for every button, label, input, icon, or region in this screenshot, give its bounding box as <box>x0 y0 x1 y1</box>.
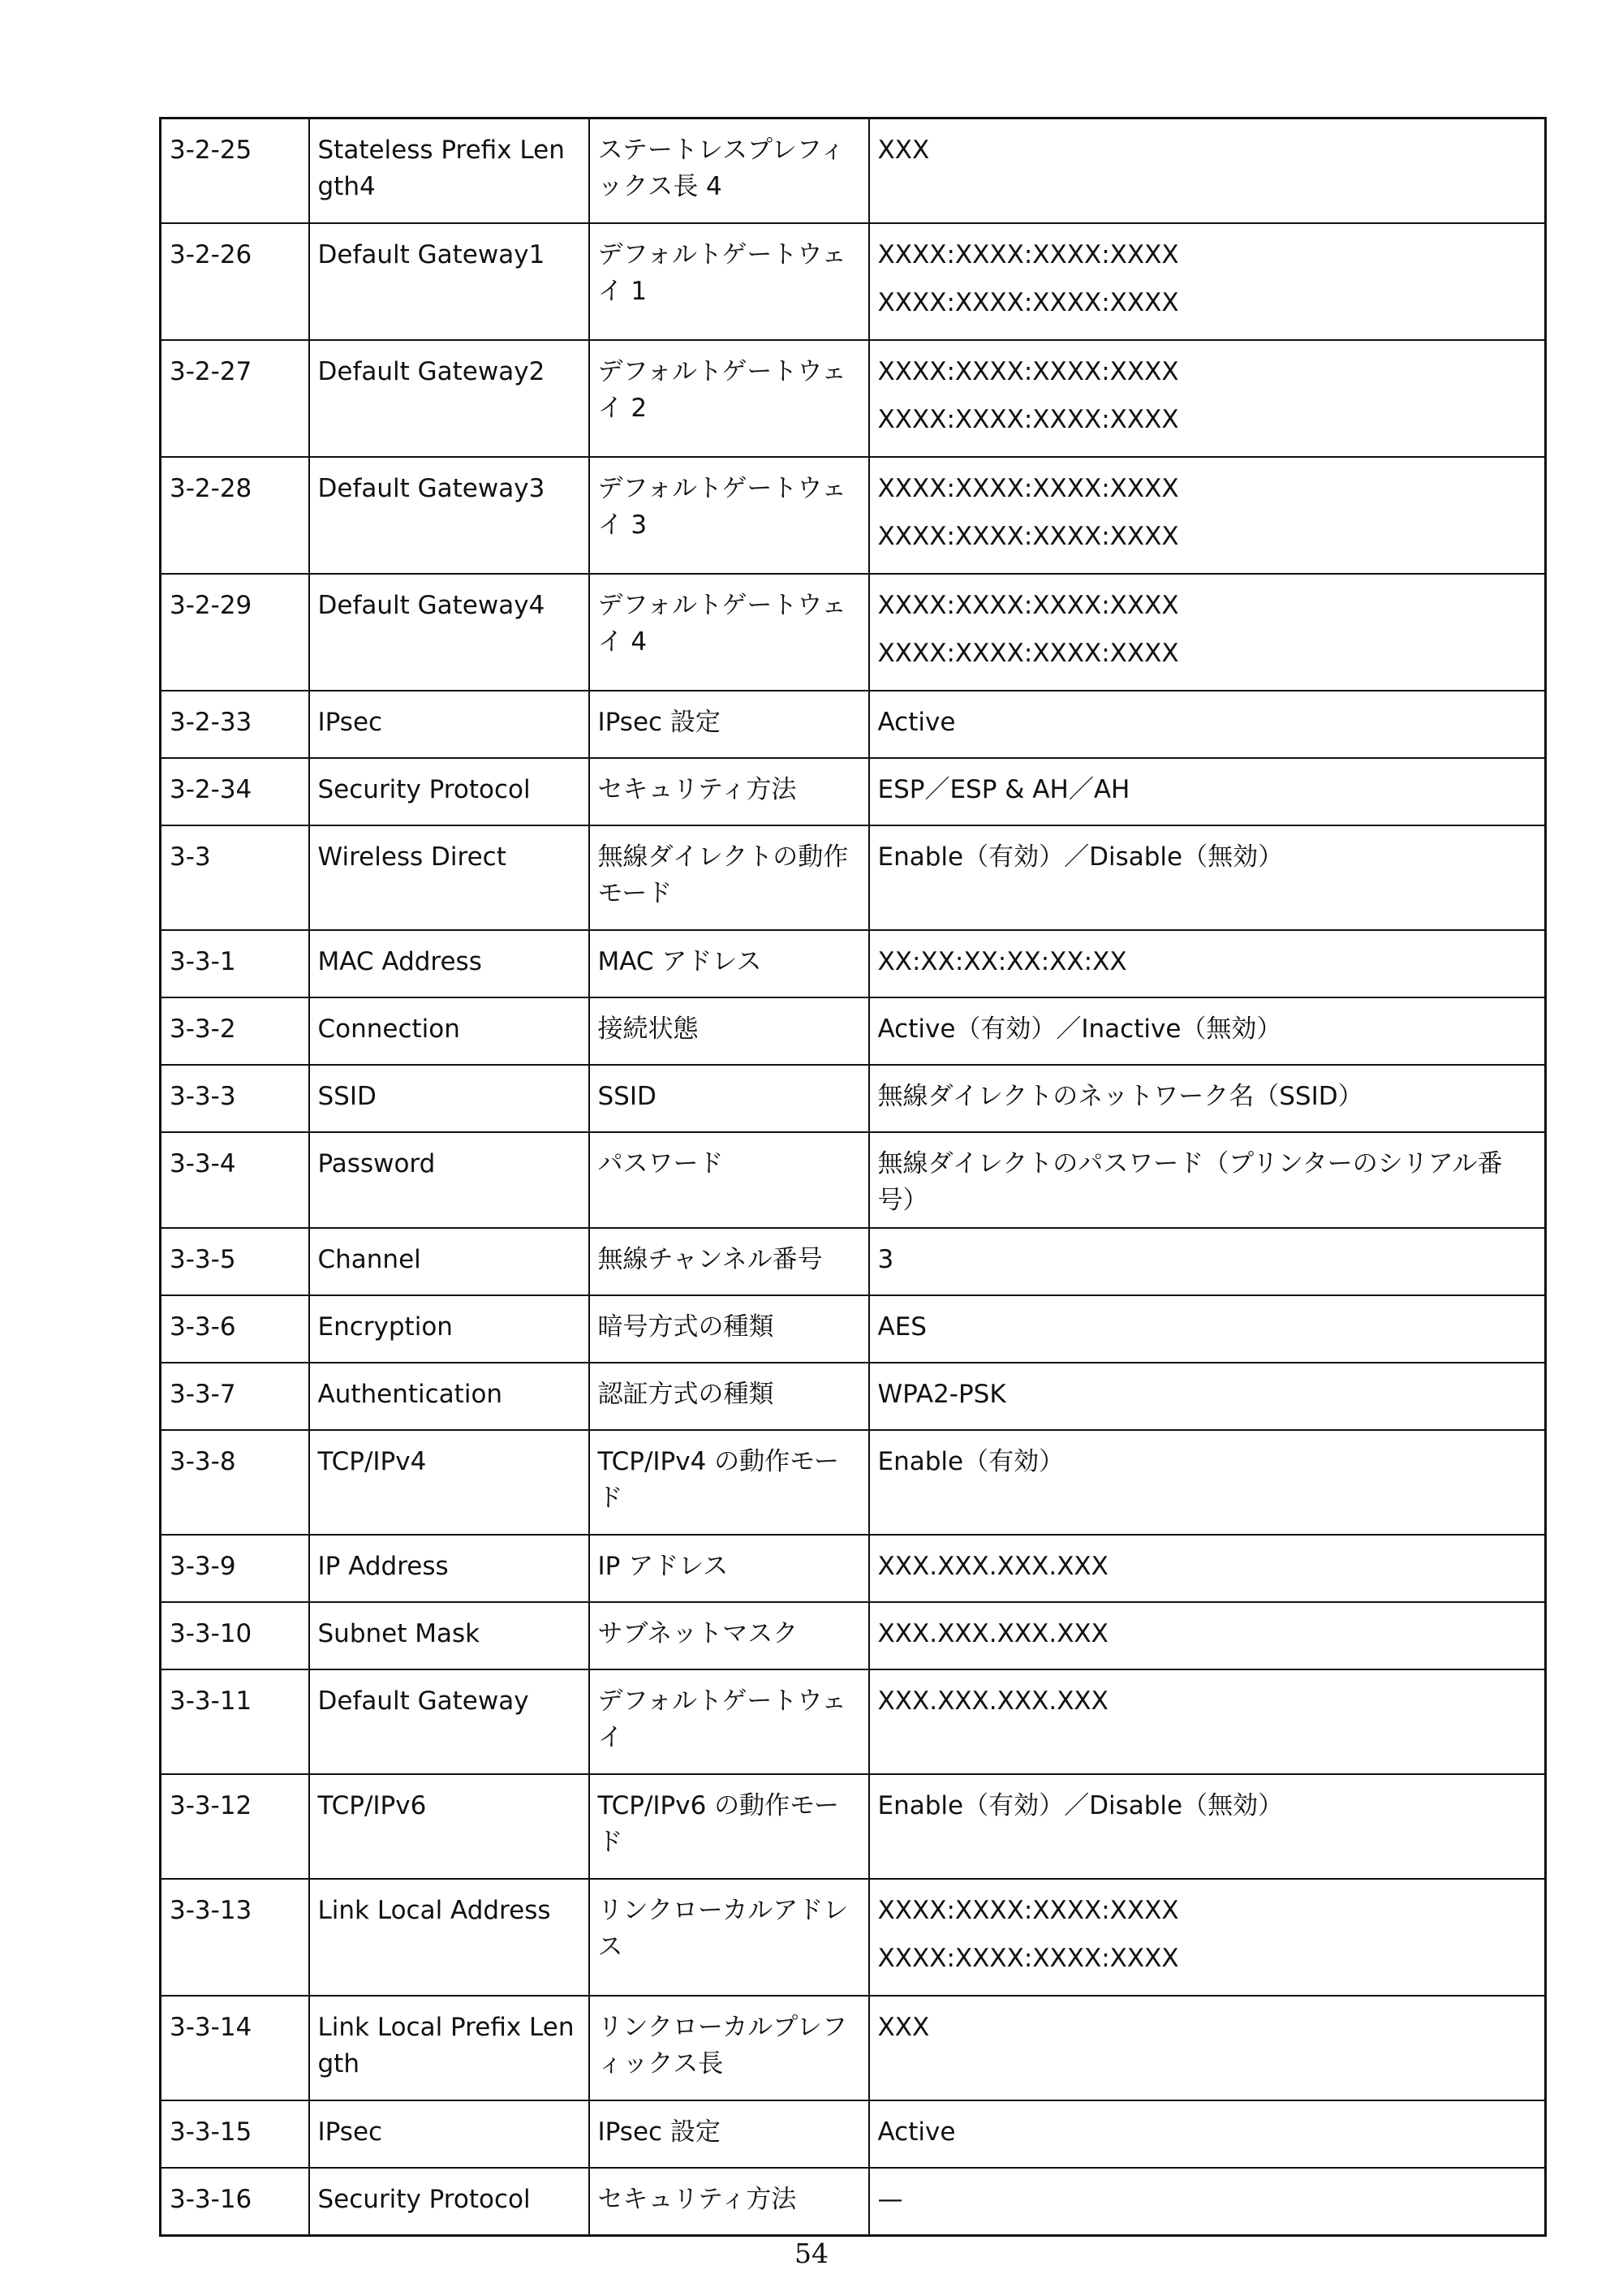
value-line: XXXX:XXXX:XXXX:XXXX <box>877 357 1179 386</box>
value-line: XXXX:XXXX:XXXX:XXXX <box>877 405 1179 434</box>
cell-setting-number: 3-2-26 <box>161 223 309 340</box>
value-line: 無線ダイレクトのパスワード（プリンターのシリアル番号） <box>877 1149 1503 1215</box>
cell-setting-name-ja: セキュリティ方法 <box>589 758 869 825</box>
cell-setting-name-en: IP Address <box>309 1535 589 1602</box>
cell-setting-name-ja: MAC アドレス <box>589 930 869 997</box>
cell-setting-name-ja: リンクローカルアドレス <box>589 1879 869 1996</box>
cell-setting-number: 3-3-4 <box>161 1132 309 1228</box>
value-line: Enable（有効） <box>877 1447 1065 1476</box>
cell-setting-name-en: TCP/IPv6 <box>309 1774 589 1879</box>
table-row <box>161 1295 1546 1363</box>
value-line: ESP／ESP & AH／AH <box>877 775 1130 804</box>
cell-setting-name-en: Connection <box>309 997 589 1065</box>
page-number: 54 <box>794 2238 829 2269</box>
cell-setting-name-ja: デフォルトゲートウェイ <box>589 1669 869 1774</box>
cell-setting-value <box>869 758 1546 825</box>
cell-setting-name-en: Stateless Prefix Length4 <box>309 118 589 224</box>
settings-table <box>159 117 1547 2237</box>
table-row <box>161 758 1546 825</box>
table-row <box>161 1774 1546 1879</box>
value-line: Enable（有効）／Disable（無効） <box>877 1791 1284 1820</box>
cell-setting-name-ja: サブネットマスク <box>589 1602 869 1669</box>
value-line: XXX.XXX.XXX.XXX <box>877 1619 1109 1648</box>
table-row <box>161 691 1546 758</box>
cell-setting-number: 3-3-5 <box>161 1228 309 1295</box>
value-line: XXXX:XXXX:XXXX:XXXX <box>877 474 1179 503</box>
cell-setting-value <box>869 340 1546 457</box>
cell-setting-value <box>869 1535 1546 1602</box>
cell-setting-name-en: Password <box>309 1132 589 1228</box>
cell-setting-name-ja: 無線ダイレクトの動作モード <box>589 825 869 930</box>
cell-setting-name-en: Link Local Address <box>309 1879 589 1996</box>
cell-setting-name-ja: デフォルトゲートウェイ 4 <box>589 574 869 691</box>
table-row <box>161 1228 1546 1295</box>
value-line: XXXX:XXXX:XXXX:XXXX <box>877 1896 1179 1925</box>
table-row <box>161 2168 1546 2236</box>
cell-setting-name-en: Default Gateway4 <box>309 574 589 691</box>
table-row <box>161 1132 1546 1228</box>
cell-setting-value <box>869 930 1546 997</box>
cell-setting-name-en: Encryption <box>309 1295 589 1363</box>
cell-setting-name-en: SSID <box>309 1065 589 1132</box>
table-row <box>161 1879 1546 1996</box>
cell-setting-number: 3-3-11 <box>161 1669 309 1774</box>
cell-setting-number: 3-2-28 <box>161 457 309 574</box>
table-row <box>161 2100 1546 2168</box>
table-row <box>161 1669 1546 1774</box>
value-line: XXX.XXX.XXX.XXX <box>877 1552 1109 1581</box>
table-body <box>161 118 1546 2236</box>
value-line: XXXX:XXXX:XXXX:XXXX <box>877 522 1179 551</box>
cell-setting-name-en: Security Protocol <box>309 2168 589 2236</box>
cell-setting-value <box>869 825 1546 930</box>
cell-setting-value <box>869 118 1546 224</box>
cell-setting-name-ja: ステートレスプレフィックス長 4 <box>589 118 869 224</box>
table-row <box>161 574 1546 691</box>
cell-setting-name-ja: デフォルトゲートウェイ 2 <box>589 340 869 457</box>
cell-setting-name-ja: 認証方式の種類 <box>589 1363 869 1430</box>
cell-setting-name-en: Subnet Mask <box>309 1602 589 1669</box>
cell-setting-value <box>869 1363 1546 1430</box>
value-line: XXXX:XXXX:XXXX:XXXX <box>877 639 1179 668</box>
cell-setting-name-ja: デフォルトゲートウェイ 3 <box>589 457 869 574</box>
value-line: XXX <box>877 136 930 165</box>
table-row <box>161 997 1546 1065</box>
value-line: XXXX:XXXX:XXXX:XXXX <box>877 240 1179 269</box>
cell-setting-value <box>869 1602 1546 1669</box>
cell-setting-name-ja: 無線チャンネル番号 <box>589 1228 869 1295</box>
cell-setting-value <box>869 691 1546 758</box>
cell-setting-number: 3-3-16 <box>161 2168 309 2236</box>
cell-setting-value <box>869 1295 1546 1363</box>
value-line: XXX <box>877 2013 930 2042</box>
cell-setting-name-en: MAC Address <box>309 930 589 997</box>
cell-setting-value <box>869 574 1546 691</box>
cell-setting-name-en: IPsec <box>309 691 589 758</box>
cell-setting-value <box>869 1228 1546 1295</box>
cell-setting-name-ja: SSID <box>589 1065 869 1132</box>
cell-setting-name-en: IPsec <box>309 2100 589 2168</box>
value-line: Active <box>877 708 956 737</box>
cell-setting-value <box>869 2100 1546 2168</box>
value-line: XXXX:XXXX:XXXX:XXXX <box>877 1944 1179 1973</box>
cell-setting-value <box>869 1879 1546 1996</box>
cell-setting-value <box>869 457 1546 574</box>
cell-setting-name-en: Channel <box>309 1228 589 1295</box>
cell-setting-name-en: Link Local Prefix Length <box>309 1996 589 2100</box>
cell-setting-name-ja: IP アドレス <box>589 1535 869 1602</box>
cell-setting-value <box>869 1132 1546 1228</box>
cell-setting-name-en: Default Gateway <box>309 1669 589 1774</box>
cell-setting-value <box>869 1996 1546 2100</box>
table-row <box>161 825 1546 930</box>
cell-setting-name-ja: TCP/IPv4 の動作モード <box>589 1430 869 1535</box>
cell-setting-number: 3-3-10 <box>161 1602 309 1669</box>
cell-setting-number: 3-3-7 <box>161 1363 309 1430</box>
cell-setting-value <box>869 1774 1546 1879</box>
cell-setting-name-ja: 暗号方式の種類 <box>589 1295 869 1363</box>
cell-setting-number: 3-3-2 <box>161 997 309 1065</box>
cell-setting-name-en: Security Protocol <box>309 758 589 825</box>
table-row <box>161 223 1546 340</box>
value-line: WPA2-PSK <box>877 1380 1006 1409</box>
cell-setting-value <box>869 1669 1546 1774</box>
cell-setting-number: 3-2-25 <box>161 118 309 224</box>
table-row <box>161 1535 1546 1602</box>
cell-setting-number: 3-3 <box>161 825 309 930</box>
table-row <box>161 457 1546 574</box>
cell-setting-number: 3-2-33 <box>161 691 309 758</box>
cell-setting-number: 3-3-12 <box>161 1774 309 1879</box>
cell-setting-number: 3-3-9 <box>161 1535 309 1602</box>
value-line: 無線ダイレクトのネットワーク名（SSID） <box>877 1082 1363 1111</box>
value-line: Active <box>877 2117 956 2147</box>
cell-setting-value <box>869 223 1546 340</box>
value-line: 3 <box>877 1245 894 1274</box>
cell-setting-number: 3-2-27 <box>161 340 309 457</box>
value-line: Enable（有効）／Disable（無効） <box>877 842 1284 872</box>
cell-setting-name-ja: IPsec 設定 <box>589 691 869 758</box>
cell-setting-number: 3-3-6 <box>161 1295 309 1363</box>
value-line: XXXX:XXXX:XXXX:XXXX <box>877 591 1179 620</box>
cell-setting-number: 3-2-29 <box>161 574 309 691</box>
value-line: — <box>877 2185 903 2214</box>
table-row <box>161 1363 1546 1430</box>
cell-setting-name-en: Default Gateway2 <box>309 340 589 457</box>
cell-setting-name-en: Wireless Direct <box>309 825 589 930</box>
cell-setting-name-ja: リンクローカルプレフィックス長 <box>589 1996 869 2100</box>
cell-setting-value <box>869 2168 1546 2236</box>
table-row <box>161 1996 1546 2100</box>
cell-setting-value <box>869 1065 1546 1132</box>
value-line: AES <box>877 1312 927 1342</box>
table-row <box>161 1065 1546 1132</box>
cell-setting-name-en: Default Gateway1 <box>309 223 589 340</box>
value-line: XX:XX:XX:XX:XX:XX <box>877 947 1127 976</box>
cell-setting-name-ja: IPsec 設定 <box>589 2100 869 2168</box>
cell-setting-name-en: Default Gateway3 <box>309 457 589 574</box>
cell-setting-name-ja: TCP/IPv6 の動作モード <box>589 1774 869 1879</box>
cell-setting-number: 3-3-8 <box>161 1430 309 1535</box>
cell-setting-value <box>869 1430 1546 1535</box>
cell-setting-value <box>869 997 1546 1065</box>
cell-setting-number: 3-3-1 <box>161 930 309 997</box>
cell-setting-name-ja: パスワード <box>589 1132 869 1228</box>
value-line: Active（有効）／Inactive（無効） <box>877 1014 1282 1044</box>
cell-setting-number: 3-3-13 <box>161 1879 309 1996</box>
table-row <box>161 930 1546 997</box>
cell-setting-number: 3-3-14 <box>161 1996 309 2100</box>
cell-setting-name-en: Authentication <box>309 1363 589 1430</box>
cell-setting-name-ja: 接続状態 <box>589 997 869 1065</box>
cell-setting-number: 3-2-34 <box>161 758 309 825</box>
table-row <box>161 340 1546 457</box>
cell-setting-name-ja: セキュリティ方法 <box>589 2168 869 2236</box>
table-row <box>161 1430 1546 1535</box>
cell-setting-name-en: TCP/IPv4 <box>309 1430 589 1535</box>
cell-setting-number: 3-3-3 <box>161 1065 309 1132</box>
value-line: XXX.XXX.XXX.XXX <box>877 1686 1109 1716</box>
value-line: XXXX:XXXX:XXXX:XXXX <box>877 288 1179 317</box>
table-row <box>161 118 1546 224</box>
cell-setting-number: 3-3-15 <box>161 2100 309 2168</box>
table-row <box>161 1602 1546 1669</box>
cell-setting-name-ja: デフォルトゲートウェイ 1 <box>589 223 869 340</box>
